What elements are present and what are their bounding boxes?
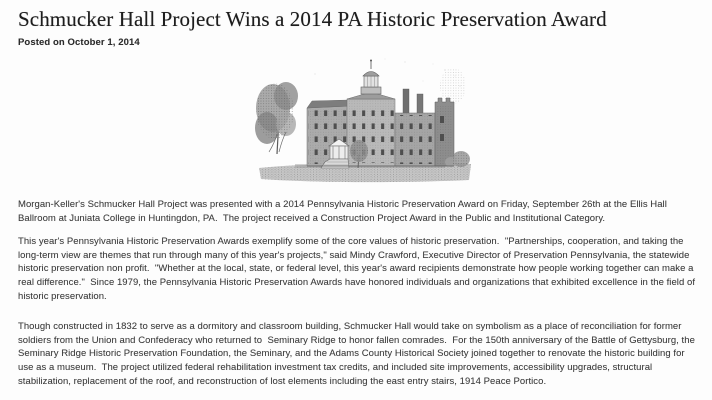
paragraph-award-announcement: Morgan-Keller's Schmucker Hall Project was presented with a 2014 Pennsylvania Historic Preservation Award on Friday, September 26th at the Ellis Hall Ballroom at Juniata College in Huntingdon, PA. The project received a Construction Project Award in the Public and Institutional Category. [18,199,670,224]
paragraph-building-history: Though constructed in 1832 to serve as a dormitory and classroom building, Schmucker Hall would take on symbolism as a place of reconciliation for former soldiers from the Union and Confederacy who returned to Seminary Ridge to honor fallen comrades. For the 150th anniversary of the Battle of Gettysburg, the Seminary Ridge Historic Preservation Foundation, the Seminary, and the Adams County Historical Society joined together to renovate the historic building for use as a museum. The project utilized federal rehabilitation investment tax credits, and included site improvements, accessibility upgrades, structural stabilization, replacement of the roof, and reconstruction of lost elements including the east entry stairs, 1914 Peace Portico. [18,321,698,387]
building-engraving-graphic [255,56,475,184]
paragraph-award-values-quote: This year's Pennsylvania Historic Preservation Awards exemplify some of the core values of historic preservation. "Partnerships, cooperation, and taking the long-term view are themes that run through many of this year's projects," said Mindy Crawford, Executive Director of Preservation Pennsylvania, the statewide historic preservation non profit. "Whether at the local, state, or federal level, this year's award recipients demonstrate how people working together can make a real difference." Since 1979, the Pennsylvania Historic Preservation Awards have honored individuals and organizations that exhibited excellence in the field of historic preservation. [18,236,698,302]
schmucker-hall-photo [255,56,475,184]
posted-date: Posted on October 1, 2014 [18,37,140,48]
article-title: Schmucker Hall Project Wins a 2014 PA Historic Preservation Award [18,7,607,31]
